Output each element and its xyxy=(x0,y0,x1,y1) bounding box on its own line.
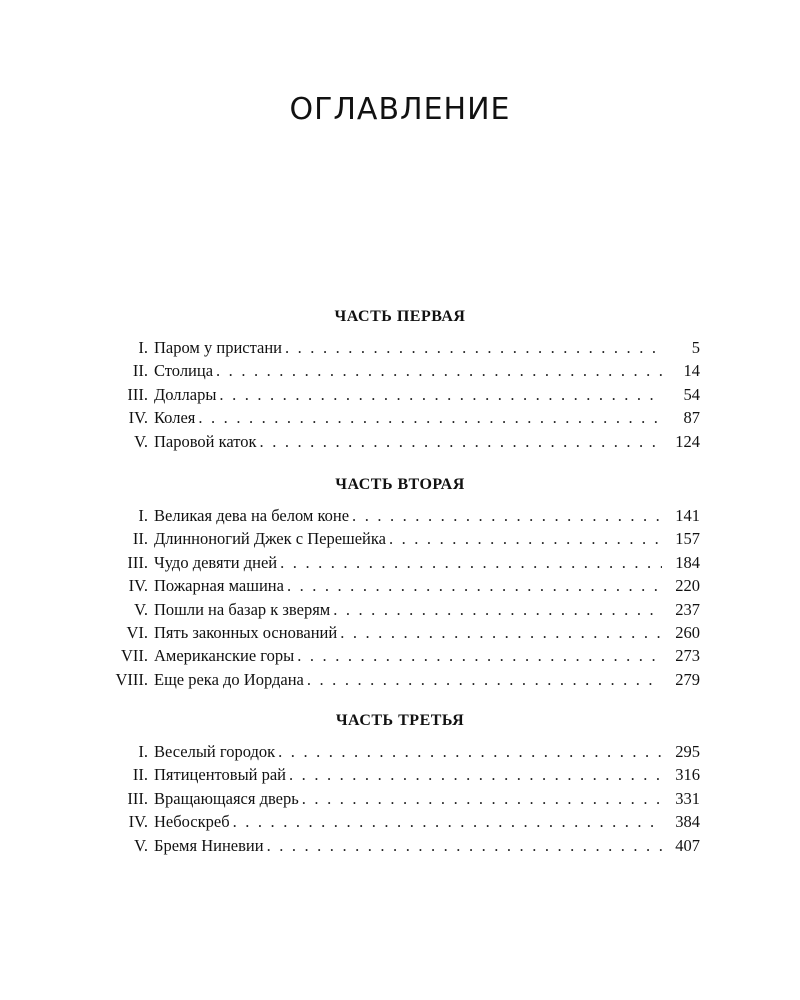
page-number: 141 xyxy=(675,506,700,525)
dot-leader xyxy=(219,383,662,406)
chapter-number: V. xyxy=(134,431,148,451)
chapter-number: VII. xyxy=(120,646,148,666)
chapter-row[interactable] xyxy=(100,787,700,810)
chapter-number: IV. xyxy=(128,576,148,596)
dot-leader xyxy=(233,810,662,833)
chapter-row[interactable] xyxy=(100,810,700,833)
page-number: 5 xyxy=(691,338,700,357)
chapter-title: Еще река до Иордана xyxy=(154,669,304,689)
chapter-row[interactable] xyxy=(100,527,700,550)
dot-leader xyxy=(333,598,662,621)
part-three xyxy=(100,710,700,857)
chapter-title: Небоскреб xyxy=(154,812,230,832)
dot-leader xyxy=(285,336,662,359)
chapter-title: Столица xyxy=(154,361,214,381)
part-heading: ЧАСТЬ ВТОРАЯ xyxy=(335,476,465,493)
chapter-number: VIII. xyxy=(115,669,148,689)
page-number: 407 xyxy=(675,835,700,855)
page-number: 384 xyxy=(675,812,700,832)
page-number: 331 xyxy=(675,788,700,808)
chapter-title: Чудо девяти дней xyxy=(154,552,278,572)
part-one xyxy=(100,306,700,453)
chapter-row[interactable] xyxy=(100,383,700,406)
dot-leader xyxy=(280,551,662,574)
chapter-number: II. xyxy=(132,765,148,785)
part-heading: ЧАСТЬ ТРЕТЬЯ xyxy=(335,712,465,729)
page-number: 237 xyxy=(675,599,700,619)
dot-leader xyxy=(307,668,662,691)
chapter-title: Пятицентовый рай xyxy=(154,765,287,785)
chapter-list xyxy=(100,504,700,691)
chapter-title: Пять законных оснований xyxy=(154,622,338,642)
page-number: 279 xyxy=(675,669,700,689)
page-number: 87 xyxy=(683,408,700,428)
chapter-title: Колея xyxy=(154,408,196,428)
chapter-row[interactable] xyxy=(100,359,700,382)
chapter-title: Вращающаяся дверь xyxy=(154,788,299,808)
chapter-title: Пожарная машина xyxy=(154,576,284,596)
dot-leader xyxy=(216,359,662,382)
dot-leader xyxy=(260,430,662,453)
dot-leader xyxy=(198,406,662,429)
page-number: 316 xyxy=(675,765,700,785)
dot-leader xyxy=(267,834,662,857)
chapter-number: VI. xyxy=(126,622,148,642)
part-heading: ЧАСТЬ ПЕРВАЯ xyxy=(334,308,466,325)
chapter-row[interactable] xyxy=(100,574,700,597)
chapter-row[interactable] xyxy=(100,336,700,359)
page-title: ОГЛАВЛЕНИЕ xyxy=(289,92,511,127)
chapter-list xyxy=(100,740,700,857)
chapter-row[interactable] xyxy=(100,406,700,429)
chapter-number: I. xyxy=(138,338,148,357)
chapter-row[interactable] xyxy=(100,430,700,453)
page-number: 220 xyxy=(675,576,700,596)
chapter-title: Пошли на базар к зверям xyxy=(154,599,331,619)
chapter-number: IV. xyxy=(128,812,148,832)
dot-leader xyxy=(289,763,662,786)
chapter-number: III. xyxy=(127,384,148,404)
chapter-number: II. xyxy=(132,361,148,381)
chapter-row[interactable] xyxy=(100,740,700,763)
page-number: 124 xyxy=(675,431,700,451)
dot-leader xyxy=(302,787,662,810)
chapter-row[interactable] xyxy=(100,598,700,621)
page-number: 184 xyxy=(675,552,700,572)
chapter-number: V. xyxy=(134,835,148,855)
dot-leader xyxy=(389,527,662,550)
page-number: 157 xyxy=(675,529,700,549)
page-number: 295 xyxy=(675,742,700,761)
dot-leader xyxy=(287,574,662,597)
chapter-title: Бремя Ниневии xyxy=(154,835,264,855)
chapter-title: Длинноногий Джек с Перешейка xyxy=(154,529,386,549)
chapter-number: IV. xyxy=(128,408,148,428)
chapter-row[interactable] xyxy=(100,644,700,667)
chapter-list xyxy=(100,336,700,453)
part-two xyxy=(100,474,700,691)
dot-leader xyxy=(352,504,662,527)
dot-leader xyxy=(297,644,662,667)
chapter-title: Доллары xyxy=(154,384,217,404)
chapter-number: I. xyxy=(138,742,148,761)
dot-leader xyxy=(340,621,662,644)
chapter-title: Паром у пристани xyxy=(154,338,282,357)
page-number: 260 xyxy=(675,622,700,642)
chapter-number: III. xyxy=(127,552,148,572)
chapter-number: V. xyxy=(134,599,148,619)
chapter-row[interactable] xyxy=(100,834,700,857)
chapter-title: Веселый городок xyxy=(154,742,276,761)
chapter-row[interactable] xyxy=(100,621,700,644)
page-number: 273 xyxy=(675,646,700,666)
chapter-title: Великая дева на белом коне xyxy=(154,506,350,525)
chapter-row[interactable] xyxy=(100,763,700,786)
chapter-number: III. xyxy=(127,788,148,808)
chapter-row[interactable] xyxy=(100,668,700,691)
chapter-number: I. xyxy=(138,506,148,525)
chapter-number: II. xyxy=(132,529,148,549)
chapter-row[interactable] xyxy=(100,551,700,574)
page-number: 14 xyxy=(683,361,700,381)
chapter-row[interactable] xyxy=(100,504,700,527)
dot-leader xyxy=(278,740,662,763)
page-number: 54 xyxy=(683,384,700,404)
chapter-title: Паровой каток xyxy=(154,431,257,451)
chapter-title: Американские горы xyxy=(154,646,295,666)
